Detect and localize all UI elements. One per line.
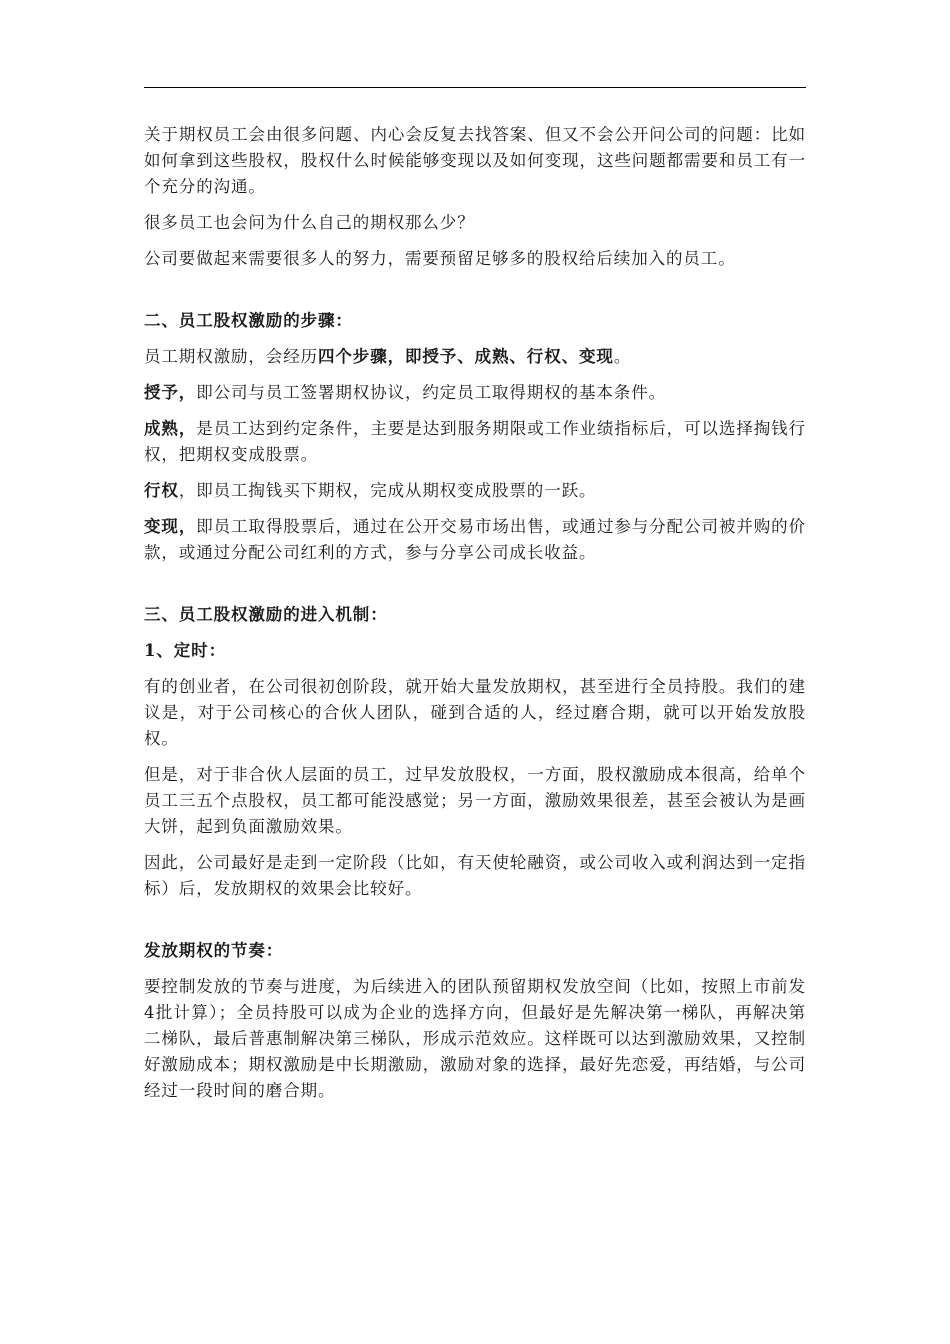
section3-paragraph-3: 因此，公司最好是走到一定阶段（比如，有天使轮融资，或公司收入或利润达到一定指标）后，发放期权的效果会比较好。 (144, 853, 806, 898)
section3-paragraph-1: 有的创业者，在公司很初创阶段，就开始大量发放期权，甚至进行全员持股。我们的建议是，对于公司核心的合伙人团队，碰到合适的人，经过磨合期，就可以开始发放股权。 (144, 677, 806, 748)
section3-subheading: 1、定时： (144, 641, 226, 660)
step-grant (144, 380, 806, 406)
step-vesting (144, 416, 806, 468)
intro-paragraph-3: 公司要做起来需要很多人的努力，需要预留足够多的股权给后续加入的员工。 (144, 249, 736, 268)
section3-paragraph-2: 但是，对于非合伙人层面的员工，过早发放股权，一方面，股权激励成本很高，给单个员工三五个点股权，员工都可能没感觉；另一方面，激励效果很差，甚至会被认为是画大饼，起到负面激励效果。 (144, 765, 806, 836)
lead-prefix: 员工期权激励，会经历 (144, 347, 318, 366)
section3-heading: 三、员工股权激励的进入机制： (144, 605, 388, 624)
rhythm-paragraph: 要控制发放的节奏与进度，为后续进入的团队预留期权发放空间（比如，按照上市前发4批计算）；全员持股可以成为企业的选择方向，但最好是先解决第一梯队，再解决第二梯队，最后普惠制解决第三梯队，形成示范效应。这样既可以达到激励效果，又控制好激励成本；期权激励是中长期激励，激励对象的选择，最好先恋爱，再结婚，与公司经过一段时间的磨合期。 (144, 977, 806, 1100)
document-body (144, 122, 806, 1114)
step-term: 行权 (144, 481, 179, 500)
section2-heading: 二、员工股权激励的步骤： (144, 311, 353, 330)
intro-paragraph-2: 很多员工也会问为什么自己的期权那么少？ (144, 213, 475, 232)
step-liquidation (144, 514, 806, 566)
section2-lead (144, 344, 806, 370)
step-term: 成熟， (144, 419, 197, 438)
step-text: 即员工取得股票后，通过在公开交易市场出售，或通过参与分配公司被并购的价款，或通过分配公司红利的方式，参与分享公司成长收益。 (144, 517, 806, 562)
step-text: 是员工达到约定条件，主要是达到服务期限或工作业绩指标后，可以选择掏钱行权，把期权变成股票。 (144, 419, 806, 464)
lead-bold: 四个步骤，即授予、成熟、行权、变现 (318, 347, 614, 366)
step-exercise (144, 478, 806, 504)
step-text: ，即员工掏钱买下期权，完成从期权变成股票的一跃。 (178, 481, 597, 500)
intro-paragraph-1: 关于期权员工会由很多问题、内心会反复去找答案、但又不会公开问公司的问题：比如如何拿到这些股权，股权什么时候能够变现以及如何变现，这些问题都需要和员工有一个充分的沟通。 (144, 125, 806, 196)
header-rule (144, 87, 806, 88)
step-term: 授予， (144, 383, 197, 402)
rhythm-heading: 发放期权的节奏： (144, 941, 284, 960)
lead-suffix: 。 (613, 347, 632, 366)
step-text: 即公司与员工签署期权协议，约定员工取得期权的基本条件。 (196, 383, 667, 402)
step-term: 变现， (144, 517, 197, 536)
